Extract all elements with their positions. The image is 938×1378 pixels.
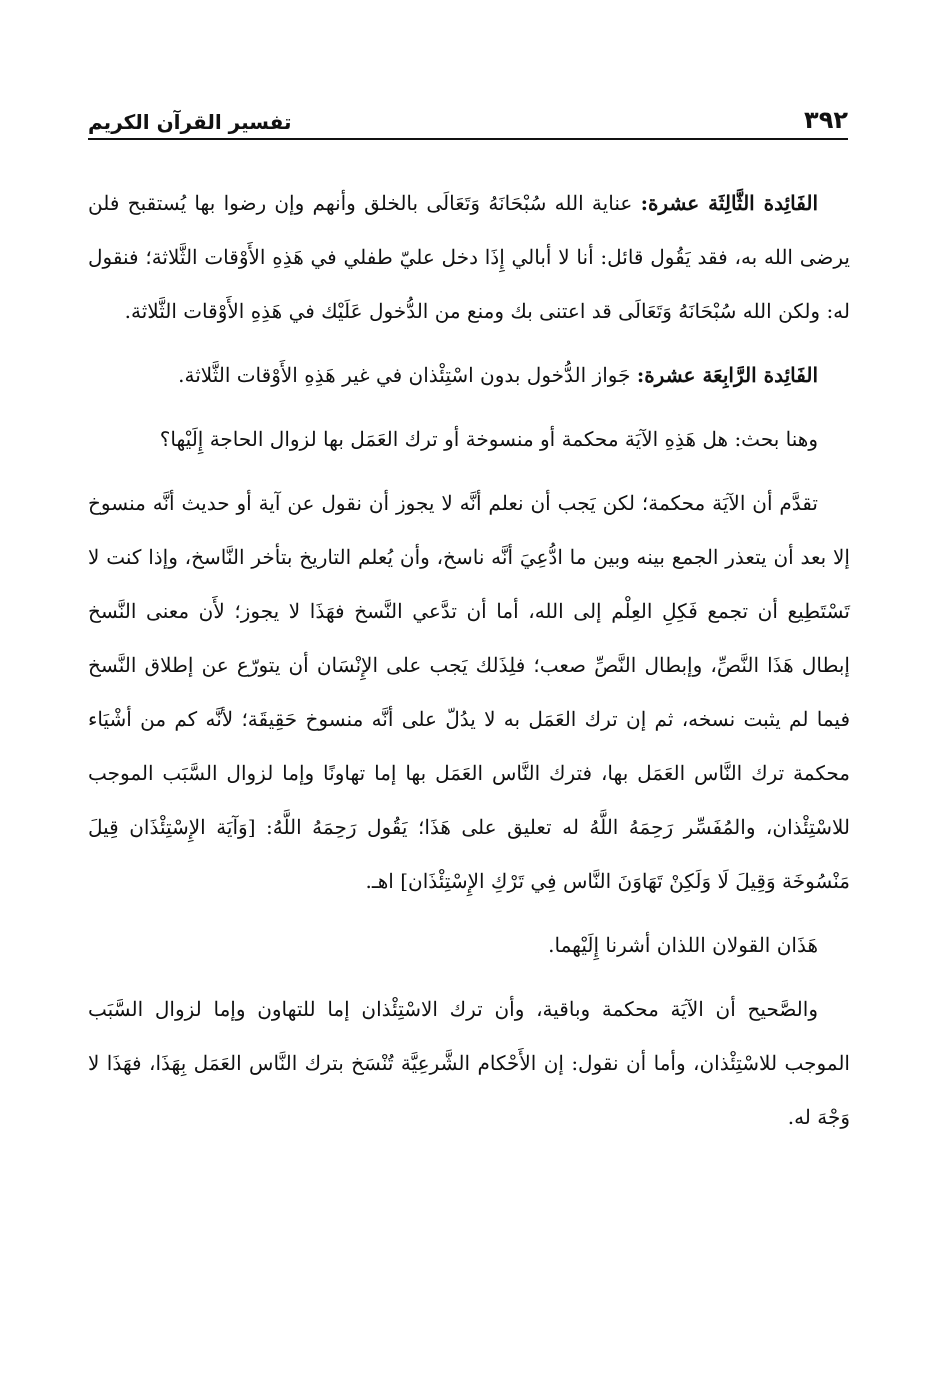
paragraph-benefit-13 [88, 176, 850, 338]
paragraph-discussion-question [88, 412, 850, 466]
benefit-13-label: الفَائِدة الثَّالِثَة عشرة: [640, 191, 819, 215]
book-title: تفسير القرآن الكريم [88, 110, 292, 134]
discussion-answer-text: تقدَّم أن الآيَة محكمة؛ لكن يَجب أن نعلم أنَّه لا يجوز أن نقول عن آية أو حديث أنَّه منسوخ إلا بعد أن يتعذر الجمع بينه وبين ما ادُّعِيَ أنَّه ناسخ، وأن يُعلم التاريخ بتأخر النَّاسخ، وإذا كنت لا تَسْتَطِيع أن تجمع فَكِلِ العِلْم إلى الله، أما أن تدَّعي النَّسخ فهَذَا لا يجوز؛ لأَن معنى النَّسخ إبطال هَذَا النَّصِّ، وإبطال النَّصِّ صعب؛ فلِذَلك يَجب على الإِنْسَان أن يتورّع عن إطلاق النَّسخ فيما لم يثبت نسخه، ثم إن ترك العَمَل به لا يدُلّ على أنَّه منسوخ حَقِيقَة؛ لأنَّه كم من أشْيَاء محكمة ترك النَّاس العَمَل بها، فترك النَّاس العَمَل بها إما تهاونًا وإما لزوال السَّبَب الموجب للاسْتِئْذان، والمُفَسِّر رَحِمَهُ اللَّهُ له تعليق على هَذَا؛ يَقُول رَحِمَهُ اللَّهُ: [وَآيَة الإِسْتِئْذَان قِيلَ مَنْسُوخَة وَقِيلَ لَا وَلَكِنْ تَهَاوَنَ النَّاس فِي تَرْكِ الإِسْتِئْذَان] اهـ. [88, 491, 850, 893]
header-divider [88, 138, 848, 140]
paragraph-discussion-answer [88, 476, 850, 908]
two-opinions-text: هَذَان القولان اللذان أشرنا إِلَيْهما. [548, 933, 818, 957]
paragraph-benefit-14 [88, 348, 850, 402]
paragraph-correct-view [88, 982, 850, 1144]
benefit-13-text: عناية الله سُبْحَانَهُ وَتَعَالَى بالخلق وأنهم وإن رضوا بها يُستقبح فلن يرضى الله به، فقد يَقُول قائل: أنا لا أبالي إِذَا دخل عليّ طفلي في هَذِهِ الأَوْقات الثَّلاثة؛ فنقول له: ولكن الله سُبْحَانَهُ وَتَعَالَى قد اعتنى بك ومنع من الدُّخول عَلَيْك في هَذِهِ الأَوْقات الثَّلاثة. [88, 191, 850, 323]
page-header [88, 100, 848, 134]
discussion-question-text: وهنا بحث: هل هَذِهِ الآيَة محكمة أو منسوخة أو ترك العَمَل بها لزوال الحاجة إِلَيْها؟ [159, 427, 818, 451]
paragraph-two-opinions [88, 918, 850, 972]
benefit-14-label: الفَائِدة الرَّابِعَة عشرة: [636, 363, 818, 387]
correct-view-text: والصَّحيح أن الآيَة محكمة وباقية، وأن ترك الاسْتِئْذان إما للتهاون وإما لزوال السَّبَب الموجب للاسْتِئْذان، وأما أن نقول: إن الأَحْكام الشَّرعِيَّة تُنْسَخ بترك النَّاس العَمَل بِهَذَا، فهَذَا لا وَجْهَ له. [88, 997, 850, 1129]
benefit-14-text: جَواز الدُّخول بدون اسْتِئْذان في غير هَذِهِ الأَوْقات الثَّلاثة. [178, 363, 637, 387]
page-body [88, 176, 850, 1154]
page-number: ٣٩٢ [804, 106, 848, 134]
